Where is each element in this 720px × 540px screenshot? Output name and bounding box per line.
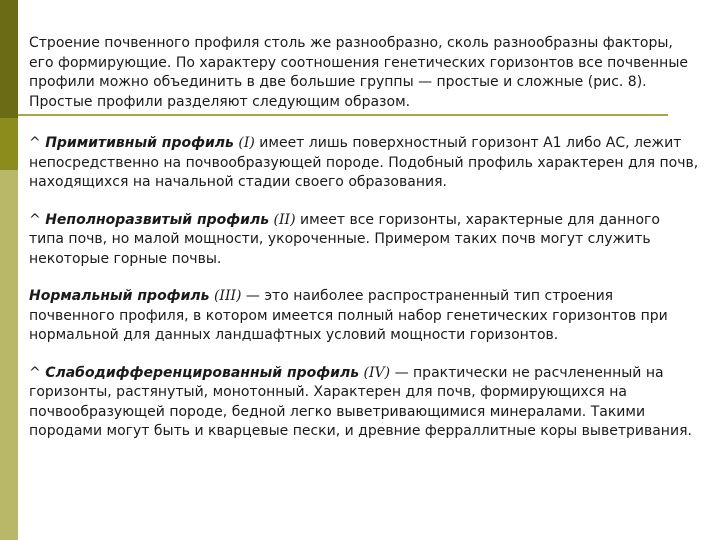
bullet-marker: ^ (29, 135, 41, 151)
profile-description: — это наиболее распространенный тип строения почвенного профиля, в котором имеется полный набор генетических горизонтов при нормальной для данных ландшафтных условий мощности горизонтов. (29, 288, 668, 343)
profile-term: Нормальный профиль (29, 288, 210, 304)
profile-description: имеет все горизонты, характерные для данного типа почв, но малой мощности, укороченные. Примером таких почв могут служить некоторые горные почвы. (29, 211, 660, 267)
bullet-marker: ^ (29, 211, 41, 228)
profile-item-primitive (29, 134, 699, 193)
profile-numeral: (I) (238, 135, 255, 151)
profile-numeral: (III) (213, 288, 242, 304)
bullet-marker: ^ (29, 364, 41, 381)
profile-numeral: (IV) (363, 364, 391, 381)
sidebar-accent (0, 0, 18, 540)
profile-description: — практически не расчлененный на горизонты, растянутый, монотонный. Характерен для почв, формирующихся на почвообразующей породе, бедной легко выветривающимися минералами. Такими породами могут быть и кварцевые пески, и древние ферраллитные коры выветривания. (29, 364, 692, 439)
sidebar-segment-mid (0, 118, 18, 170)
profile-numeral: (II) (273, 211, 296, 228)
profile-term: Примитивный профиль (45, 135, 234, 151)
profile-item-underdeveloped (29, 211, 699, 270)
profile-term: Неполноразвитый профиль (45, 211, 270, 228)
slide-body (29, 34, 699, 460)
profile-item-normal (29, 287, 699, 346)
profile-term: Слабодифференцированный профиль (45, 364, 360, 381)
profile-description: имеет лишь поверхностный горизонт А1 либо АС, лежит непосредственно на почвообразующей породе. Подобный профиль характерен для почв, находящихся на начальной стадии своего образования. (29, 135, 699, 190)
profile-item-weakly-differentiated (29, 364, 699, 442)
sidebar-segment-dark (0, 0, 18, 118)
intro-paragraph: Строение почвенного профиля столь же разнообразно, сколь разнообразны факторы, его формирующие. По характеру соотношения генетических горизонтов все почвенные профили можно объединить в две большие группы — простые и сложные (рис. 8). Простые профили разделяют следующим образом. (29, 35, 688, 110)
sidebar-segment-light (0, 170, 18, 540)
